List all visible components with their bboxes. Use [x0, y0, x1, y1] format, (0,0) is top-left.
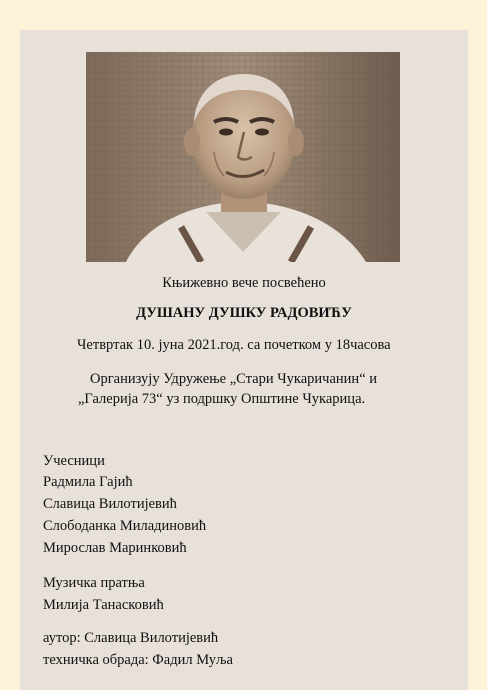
participants-heading: Учесници — [43, 453, 105, 469]
participant-name: Радмила Гајић — [43, 474, 133, 490]
event-intro: Књижевно вече посвећено — [162, 275, 326, 291]
portrait-photo-graphic — [86, 52, 400, 262]
organizers-line-1: Организују Удружење „Стари Чукаричанин“ и — [90, 371, 378, 387]
honoree-name: ДУШАНУ ДУШКУ РАДОВИЋУ — [136, 305, 352, 321]
credits-author: аутор: Славица Вилотијевић — [43, 630, 219, 646]
organizers-line-2: „Галерија 73“ уз подршку Општине Чукарица. — [78, 391, 366, 407]
invitation-card — [20, 30, 468, 690]
participant-name: Мирослав Маринковић — [43, 540, 187, 556]
portrait-photo — [86, 52, 400, 262]
event-datetime: Четвртак 10. јуна 2021.год. са почетком у 18часова — [77, 337, 391, 353]
participant-name: Славица Вилотијевић — [43, 496, 177, 512]
music-heading: Музичка пратња — [43, 575, 145, 591]
participant-name: Слободанка Миладиновић — [43, 518, 207, 534]
music-performer: Милија Танасковић — [43, 597, 164, 613]
credits-design: техничка обрада: Фадил Муља — [43, 652, 233, 668]
